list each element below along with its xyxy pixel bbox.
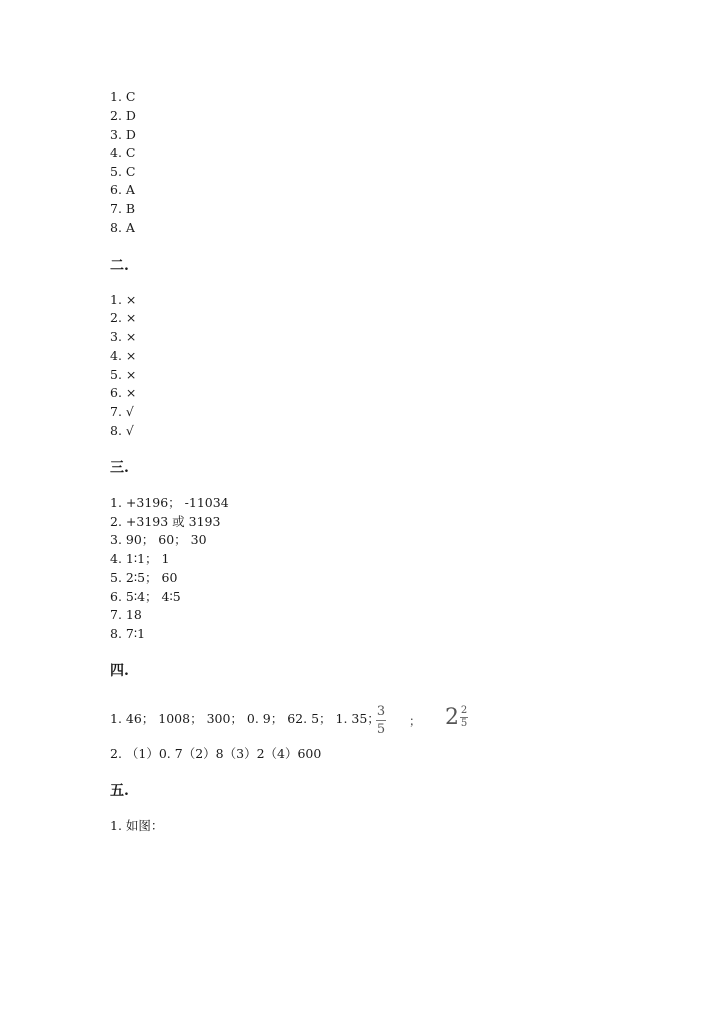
fraction-bar	[376, 720, 386, 721]
list-item: 4. ×	[110, 348, 137, 363]
list-item: 5. C	[110, 164, 136, 179]
list-item: 6. A	[110, 182, 135, 197]
list-item: 1. ×	[110, 292, 137, 307]
list-item: 8. √	[110, 423, 134, 438]
list-item: 8. A	[110, 220, 135, 235]
list-item: 1. +3196； -11034	[110, 495, 229, 510]
mixed-whole: 2	[445, 704, 459, 730]
list-item: 3. ×	[110, 329, 137, 344]
section5-heading: 五.	[110, 783, 129, 799]
section4-heading: 四.	[110, 663, 129, 679]
list-item: 7. 18	[110, 607, 142, 622]
mixed-fraction	[460, 706, 468, 729]
fraction-numerator: 2	[460, 705, 468, 716]
fraction-denominator: 5	[460, 718, 468, 729]
list-item: 5. 2∶5； 60	[110, 570, 178, 585]
section5-item1: 1. 如图：	[110, 818, 164, 833]
list-item: 7. B	[110, 201, 136, 216]
list-item: 6. ×	[110, 385, 137, 400]
section4-item2: 2. （1）0. 7（2）8（3）2（4）600	[110, 746, 322, 761]
list-item: 2. +3193 或 3193	[110, 514, 221, 529]
separator: ；	[409, 714, 422, 728]
list-item: 2. ×	[110, 310, 137, 325]
fraction-numerator: 3	[376, 704, 386, 719]
fraction-denominator: 5	[376, 722, 386, 737]
list-item: 3. D	[110, 127, 136, 142]
list-item: 2. D	[110, 108, 136, 123]
section2-heading: 二.	[110, 258, 129, 274]
list-item: 8. 7∶1	[110, 626, 146, 641]
section3-heading: 三.	[110, 460, 129, 476]
list-item: 6. 5∶4； 4∶5	[110, 589, 181, 604]
list-item: 7. √	[110, 404, 134, 419]
list-item: 5. ×	[110, 367, 137, 382]
list-item: 4. C	[110, 145, 136, 160]
section4-item1: 1. 46； 1008； 300； 0. 9； 62. 5； 1. 35；	[110, 711, 380, 726]
list-item: 4. 1∶1； 1	[110, 551, 170, 566]
list-item: 1. C	[110, 89, 136, 104]
mixed-number	[445, 706, 468, 729]
fraction-three-fifths	[376, 705, 386, 736]
list-item: 3. 90； 60； 30	[110, 532, 207, 547]
